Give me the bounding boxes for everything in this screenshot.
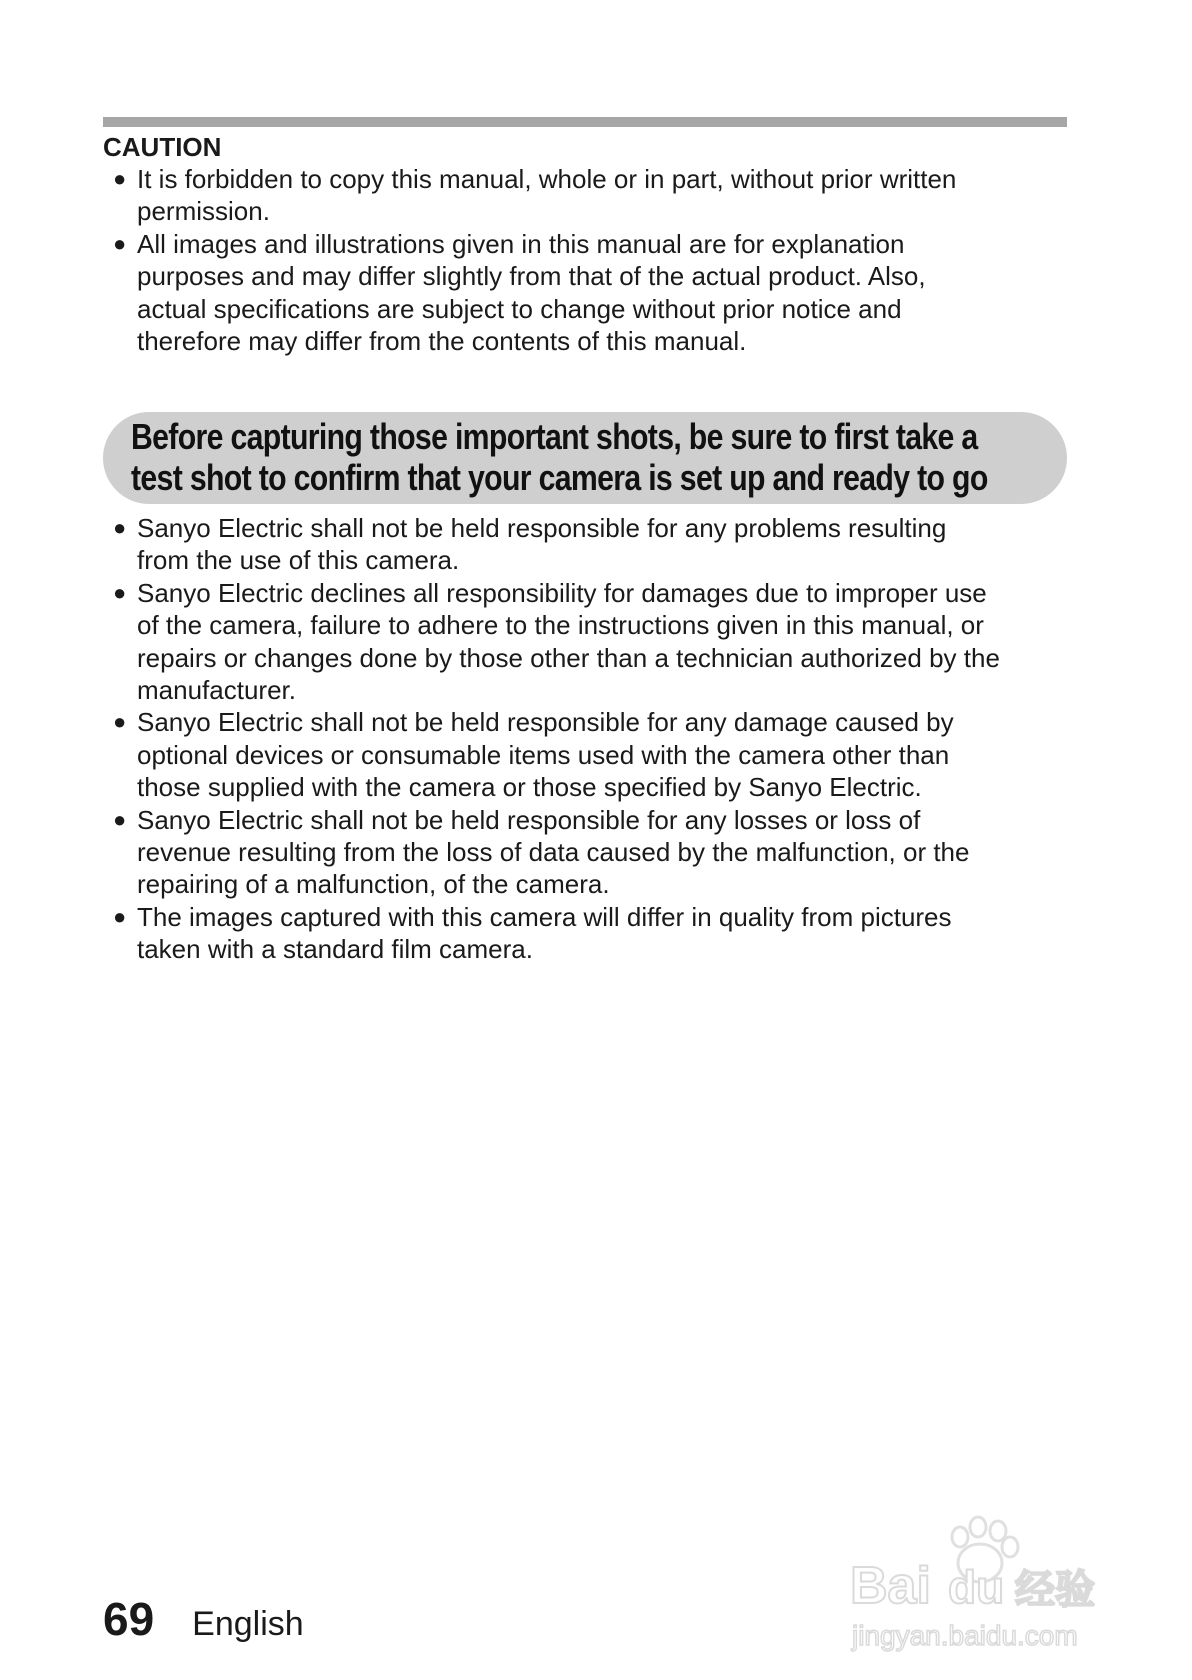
bullet-icon: ● (113, 230, 127, 256)
disclaimer-section (103, 512, 1067, 966)
list-item-line: therefore may differ from the contents of this manual. (137, 326, 747, 357)
list-item-line: taken with a standard film camera. (137, 934, 533, 965)
svg-text:Bai: Bai (850, 1557, 931, 1615)
list-item-line: The images captured with this camera will differ in quality from pictures (137, 901, 952, 932)
caution-section (103, 131, 1067, 357)
svg-text:经验: 经验 (1015, 1567, 1095, 1613)
svg-text:du: du (948, 1561, 1005, 1613)
page-language: English (192, 1605, 304, 1643)
list-item (103, 804, 1067, 901)
page-footer (103, 1589, 304, 1649)
banner-line: test shot to confirm that your camera is set up and ready to go (131, 457, 988, 498)
bullet-icon: ● (113, 709, 127, 735)
top-divider-rule (103, 117, 1067, 127)
list-item-line: of the camera, failure to adhere to the instructions given in this manual, or (137, 610, 984, 641)
banner-title (131, 416, 988, 498)
list-item-line: actual specifications are subject to change without prior notice and (137, 293, 902, 324)
bullet-icon: ● (113, 806, 127, 832)
list-item (103, 163, 1067, 228)
baidu-watermark (850, 1515, 1150, 1665)
list-item-line: repairing of a malfunction, of the camera. (137, 869, 610, 900)
list-item-line: from the use of this camera. (137, 545, 460, 576)
list-item (103, 512, 1067, 577)
bullet-icon: ● (113, 579, 127, 605)
list-item (103, 577, 1067, 707)
list-item (103, 901, 1067, 966)
list-item (103, 228, 1067, 358)
list-item-line: Sanyo Electric shall not be held responsible for any losses or loss of (137, 804, 921, 835)
page-number: 69 (103, 1593, 155, 1645)
disclaimer-list (103, 512, 1067, 966)
list-item-line: It is forbidden to copy this manual, whole or in part, without prior written (137, 164, 957, 194)
list-item-line: purposes and may differ slightly from that of the actual product. Also, (137, 261, 926, 292)
bullet-icon: ● (113, 903, 127, 929)
banner-line: Before capturing those important shots, be sure to first take a (131, 416, 978, 457)
svg-text:jingyan.baidu.com: jingyan.baidu.com (852, 1620, 1078, 1651)
list-item-line: those supplied with the camera or those specified by Sanyo Electric. (137, 772, 922, 803)
paw-icon (850, 1515, 1150, 1665)
list-item-line: Sanyo Electric declines all responsibility for damages due to improper use (137, 577, 987, 608)
list-item-line: Sanyo Electric shall not be held responsible for any damage caused by (137, 707, 954, 738)
caution-heading: CAUTION (103, 132, 222, 162)
test-shot-banner (103, 412, 1067, 504)
list-item-line: manufacturer. (137, 675, 296, 706)
bullet-icon: ● (113, 515, 127, 540)
list-item-line: permission. (137, 196, 270, 227)
list-item-line: repairs or changes done by those other than a technician authorized by the (137, 642, 1000, 673)
list-item-line: optional devices or consumable items used with the camera other than (137, 739, 950, 770)
bullet-icon: ● (113, 166, 127, 191)
list-item (103, 706, 1067, 803)
list-item-line: revenue resulting from the loss of data caused by the malfunction, or the (137, 837, 970, 868)
list-item-line: All images and illustrations given in this manual are for explanation (137, 228, 905, 259)
caution-list (103, 163, 1067, 357)
list-item-line: Sanyo Electric shall not be held responsible for any problems resulting (137, 513, 947, 543)
